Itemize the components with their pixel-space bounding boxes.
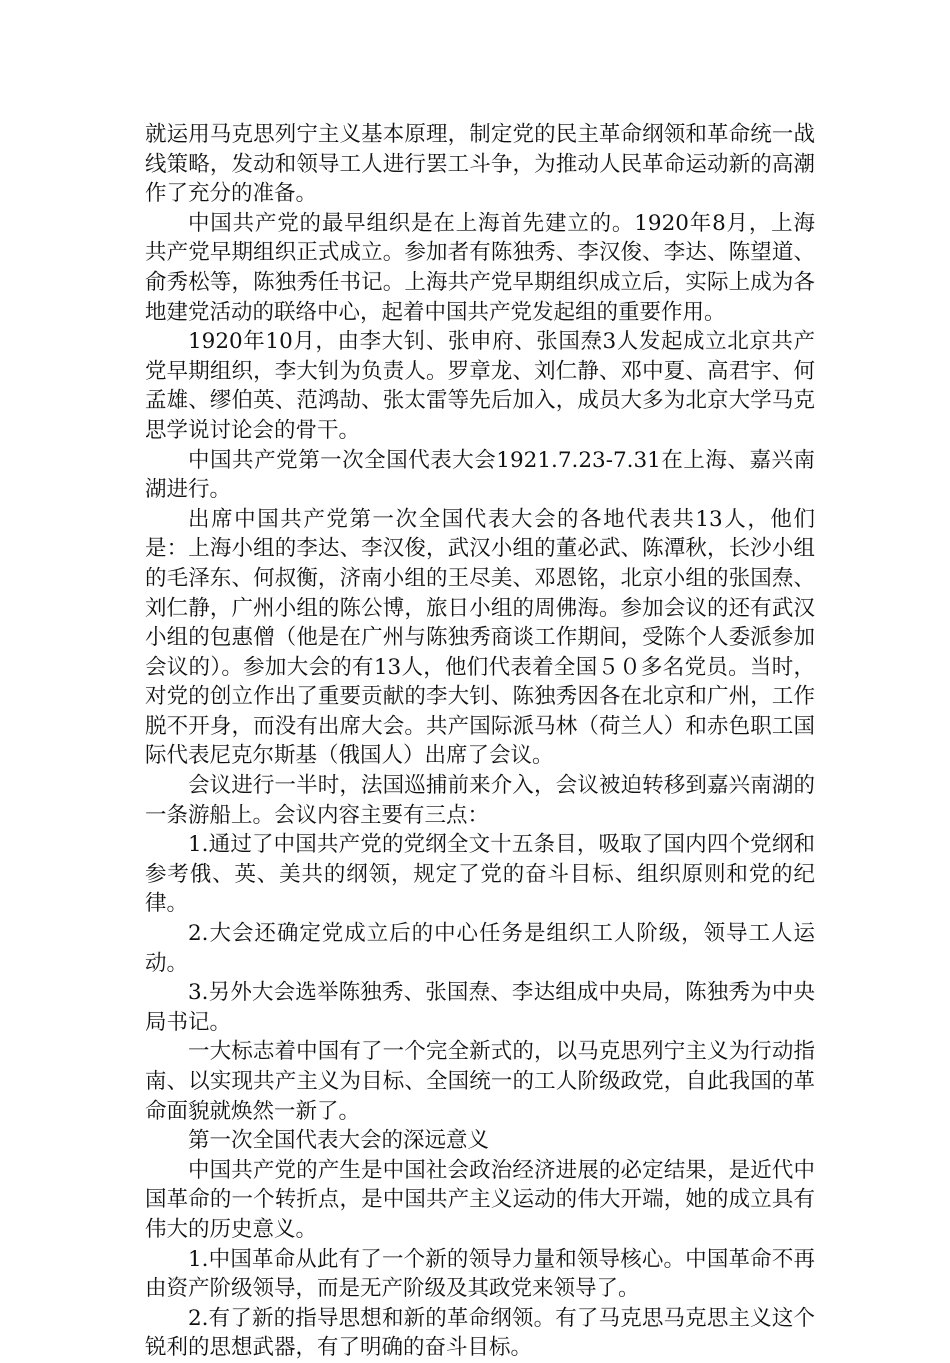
list-item: 2.大会还确定党成立后的中心任务是组织工人阶级，领导工人运动。 — [145, 921, 815, 976]
section-heading: 第一次全国代表大会的深远意义 — [188, 1128, 490, 1154]
paragraph: 中国共产党的最早组织是在上海首先建立的。1920年8月，上海共产党早期组织正式成立。参加者有陈独秀、李汉俊、李达、陈望道、俞秀松等，陈独秀任书记。上海共产党早期组织成立后，实际上成为各地建党活动的联络中心，起着中国共产党发起组的重要作用。 — [145, 210, 815, 325]
list-item: 2.有了新的指导思想和新的革命纲领。有了马克思马克思主义这个锐利的思想武器，有了明确的奋斗目标。 — [145, 1305, 815, 1361]
list-item: 1.通过了中国共产党的党纲全文十五条目，吸取了国内四个党纲和参考俄、英、美共的纲领，规定了党的奋斗目标、组织原则和党的纪律。 — [145, 832, 815, 917]
paragraph: 出席中国共产党第一次全国代表大会的各地代表共13人，他们是：上海小组的李达、李汉俊，武汉小组的董必武、陈潭秋，长沙小组的毛泽东、何叔衡，济南小组的王尽美、邓恩铭，北京小组的张国焘、刘仁静，广州小组的陈公博，旅日小组的周佛海。参加会议的还有武汉小组的包惠僧（他是在广州与陈独秀商谈工作期间，受陈个人委派参加会议的）。参加大会的有13人，他们代表着全国５０多名党员。当时，对党的创立作出了重要贡献的李大钊、陈独秀因各在北京和广州，工作脱不开身，而没有出席大会。共产国际派马林（荷兰人）和赤色职工国际代表尼克尔斯基（俄国人）出席了会议。 — [145, 506, 815, 769]
list-item: 1.中国革命从此有了一个新的领导力量和领导核心。中国革命不再由资产阶级领导，而是无产阶级及其政党来领导了。 — [145, 1246, 815, 1302]
paragraph: 就运用马克思列宁主义基本原理，制定党的民主革命纲领和革命统一战线策略，发动和领导工人进行罢工斗争，为推动人民革命运动新的高潮作了充分的准备。 — [145, 122, 815, 207]
paragraph: 1920年10月，由李大钊、张申府、张国焘3人发起成立北京共产党早期组织，李大钊为负责人。罗章龙、刘仁静、邓中夏、高君宇、何孟雄、缪伯英、范鸿劼、张太雷等先后加入，成员大多为北京大学马克思学说讨论会的骨干。 — [145, 329, 815, 443]
paragraph: 一大标志着中国有了一个完全新式的，以马克思列宁主义为行动指南、以实现共产主义为目标、全国统一的工人阶级政党，自此我国的革命面貌就焕然一新了。 — [145, 1039, 815, 1124]
list-item: 3.另外大会选举陈独秀、张国焘、李达组成中央局，陈独秀为中央局书记。 — [145, 980, 815, 1035]
paragraph: 会议进行一半时，法国巡捕前来介入，会议被迫转移到嘉兴南湖的一条游船上。会议内容主要有三点： — [145, 773, 815, 828]
document-page — [145, 120, 815, 1363]
paragraph: 中国共产党第一次全国代表大会1921.7.23-7.31在上海、嘉兴南湖进行。 — [145, 447, 815, 503]
paragraph: 中国共产党的产生是中国社会政治经济进展的必定结果，是近代中国革命的一个转折点，是中国共产主义运动的伟大开端，她的成立具有伟大的历史意义。 — [145, 1157, 815, 1242]
